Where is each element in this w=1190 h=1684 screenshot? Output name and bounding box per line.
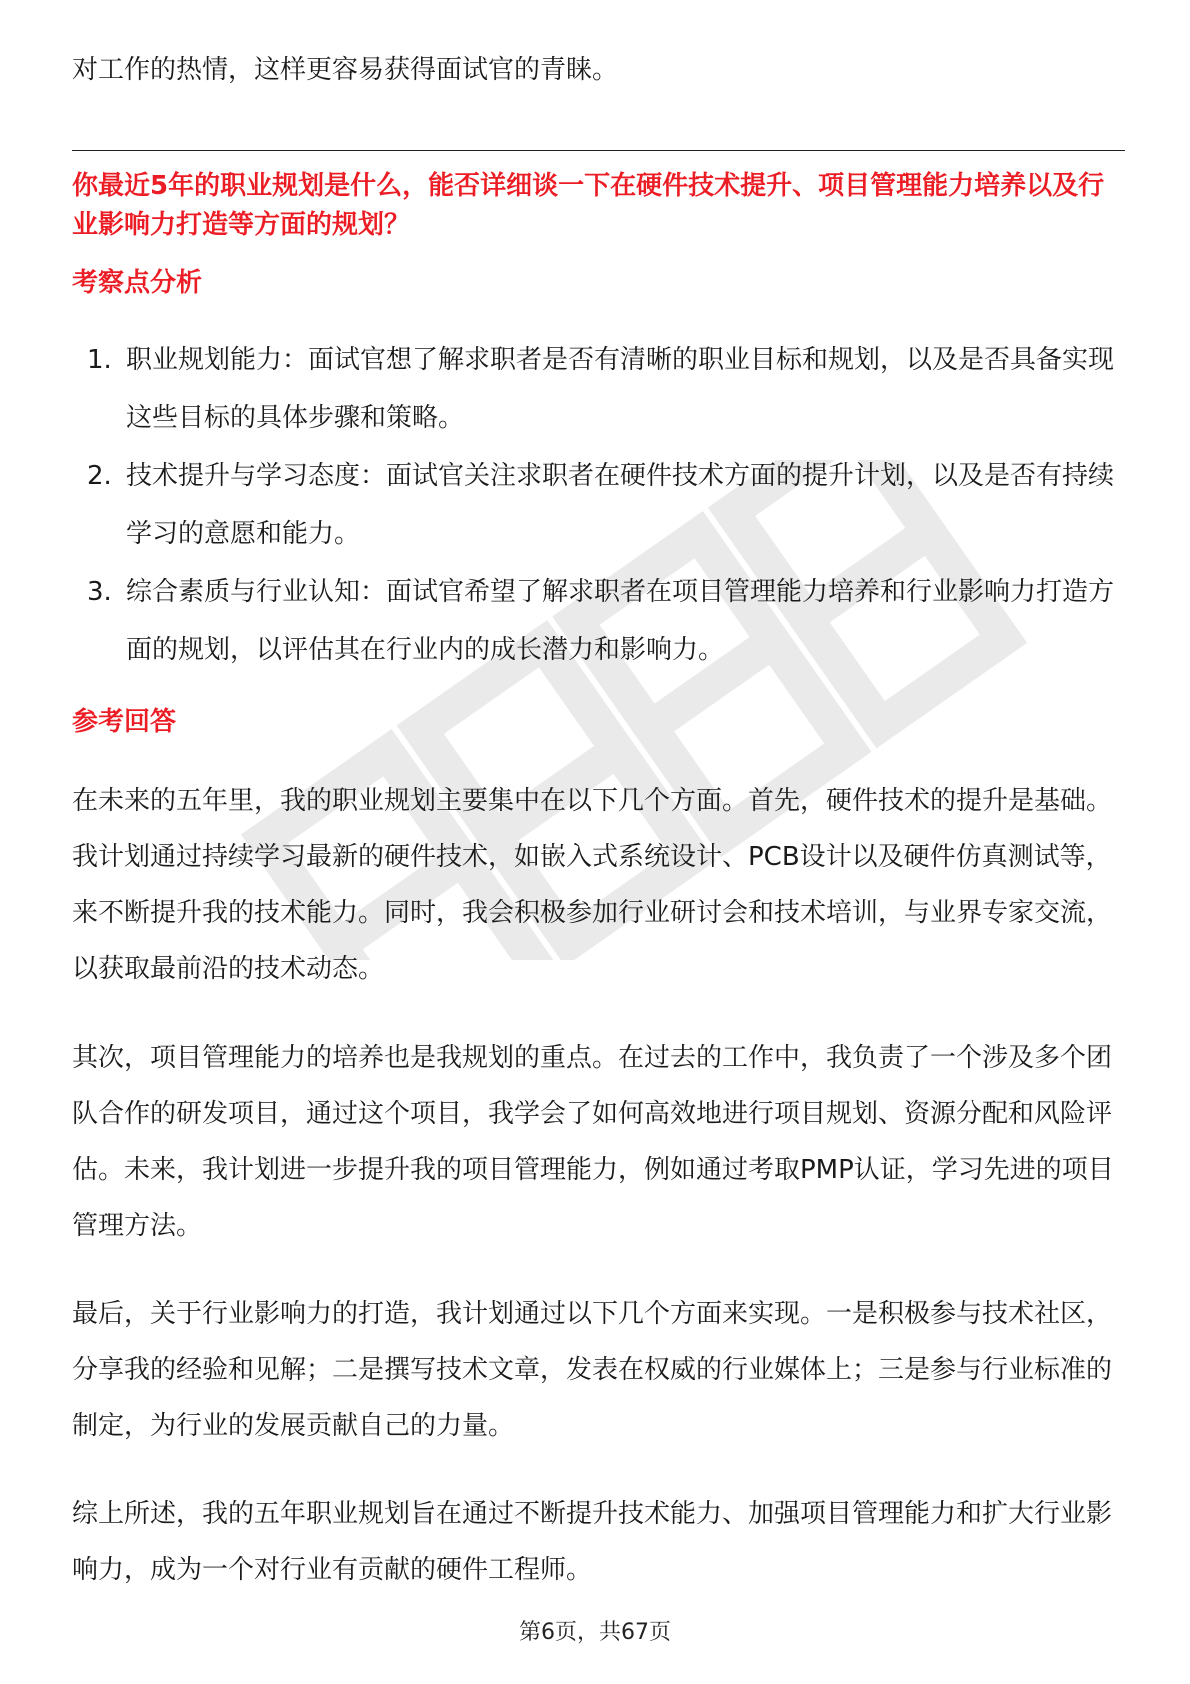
list-item bbox=[72, 563, 1117, 679]
list-number: 3. bbox=[87, 577, 112, 607]
list-item-text: 综合素质与行业认知：面试官希望了解求职者在项目管理能力培养和行业影响力打造方面的规划，以评估其在行业内的成长潜力和影响力。 bbox=[126, 577, 1115, 665]
question-title: 你最近5年的职业规划是什么，能否详细谈一下在硬件技术提升、项目管理能力培养以及行业影响力打造等方面的规划？ bbox=[72, 171, 1105, 240]
list-number: 1. bbox=[87, 345, 112, 375]
list-number: 2. bbox=[87, 461, 112, 491]
analysis-heading: 考察点分析 bbox=[72, 268, 203, 298]
list-item-text: 职业规划能力：面试官想了解求职者是否有清晰的职业目标和规划，以及是否具备实现这些目标的具体步骤和策略。 bbox=[126, 345, 1115, 433]
list-item bbox=[72, 331, 1117, 447]
answer-heading: 参考回答 bbox=[72, 707, 177, 737]
section-divider bbox=[72, 150, 1125, 151]
intro-text: 对工作的热情，这样更容易获得面试官的青睐。 bbox=[72, 55, 619, 85]
answer-paragraph: 其次，项目管理能力的培养也是我规划的重点。在过去的工作中，我负责了一个涉及多个团队合作的研发项目，通过这个项目，我学会了如何高效地进行项目规划、资源分配和风险评估。未来，我计划进一步提升我的项目管理能力，例如通过考取PMP认证，学习先进的项目管理方法。 bbox=[72, 1043, 1114, 1241]
page-footer: 第6页，共67页 bbox=[519, 1620, 671, 1645]
answer-paragraph: 综上所述，我的五年职业规划旨在通过不断提升技术能力、加强项目管理能力和扩大行业影响力，成为一个对行业有贡献的硬件工程师。 bbox=[72, 1499, 1113, 1585]
answer-paragraph: 最后，关于行业影响力的打造，我计划通过以下几个方面来实现。一是积极参与技术社区，分享我的经验和见解；二是撰写技术文章，发表在权威的行业媒体上；三是参与行业标准的制定，为行业的发展贡献自己的力量。 bbox=[72, 1299, 1113, 1441]
list-item-text: 技术提升与学习态度：面试官关注求职者在硬件技术方面的提升计划，以及是否有持续学习的意愿和能力。 bbox=[126, 461, 1115, 549]
answer-paragraph: 在未来的五年里，我的职业规划主要集中在以下几个方面。首先，硬件技术的提升是基础。我计划通过持续学习最新的硬件技术，如嵌入式系统设计、PCB设计以及硬件仿真测试等，来不断提升我的技术能力。同时，我会积极参加行业研讨会和技术培训，与业界专家交流，以获取最前沿的技术动态。 bbox=[72, 786, 1113, 984]
analysis-list bbox=[72, 331, 1117, 679]
list-item bbox=[72, 447, 1117, 563]
